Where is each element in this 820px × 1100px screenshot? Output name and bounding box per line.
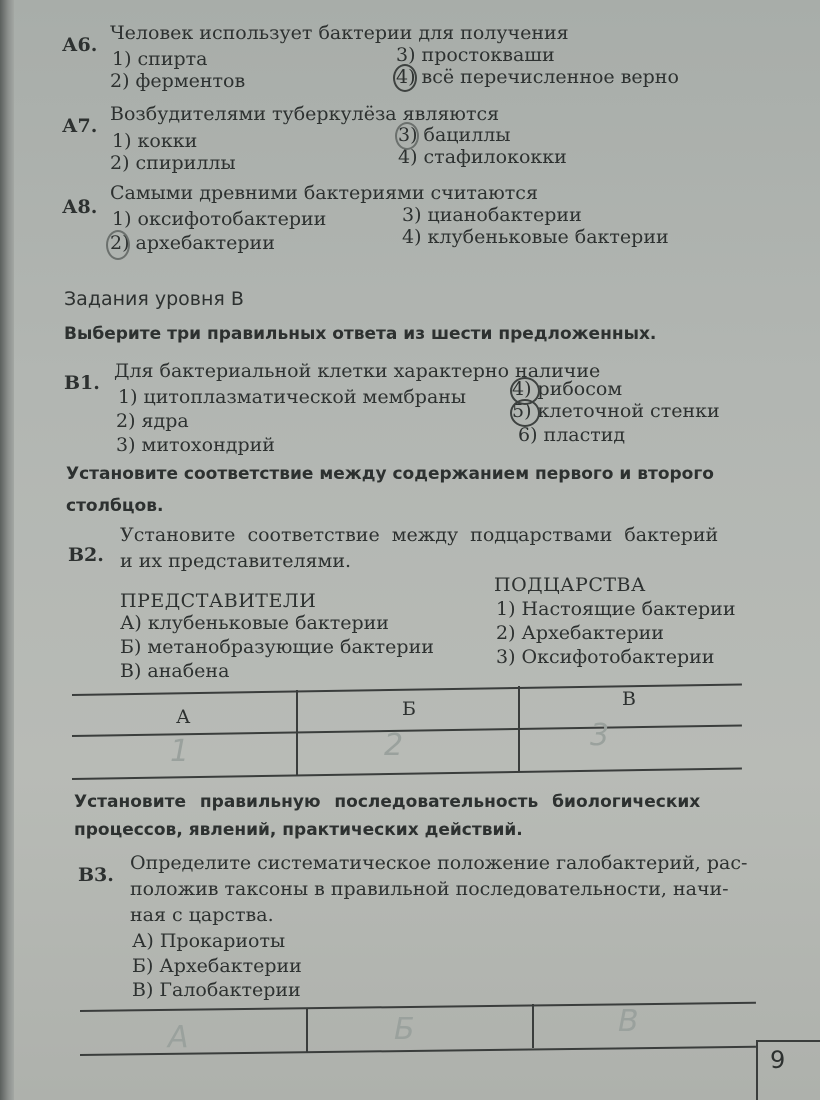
b2-right-column-header: ПОДЦАРСТВА xyxy=(494,574,646,596)
b3-option-c: В) Галобактерии xyxy=(132,979,301,1001)
a8-option-2: 2) архебактерии xyxy=(110,232,275,254)
b2-table-header-b: Б xyxy=(402,698,416,720)
a7-option-4: 4) стафилококки xyxy=(398,146,567,168)
b1-option-3: 3) митохондрий xyxy=(116,434,275,456)
instruction-choose-three: Выберите три правильных ответа из шести предложенных. xyxy=(64,324,657,344)
page-binding xyxy=(0,0,14,1100)
a7-option-3: 3) бациллы xyxy=(398,124,511,146)
page-number: 9 xyxy=(770,1046,786,1074)
a8-answer-circle xyxy=(106,230,130,260)
b2-left-item-c: В) анабена xyxy=(120,660,230,682)
question-b2-number: В2. xyxy=(68,544,104,566)
a8-option-4: 4) клубеньковые бактерии xyxy=(402,226,669,248)
b1-option-1: 1) цитоплазматической мембраны xyxy=(118,386,467,408)
instruction-sequence-line1: Установите правильную последовательность биологических xyxy=(74,792,701,812)
a7-option-1: 1) кокки xyxy=(112,130,198,152)
b1-option-4: 4) рибосом xyxy=(512,378,623,400)
b2-left-item-a: А) клубеньковые бактерии xyxy=(120,612,389,634)
a6-option-1: 1) спирта xyxy=(112,48,208,70)
b3-option-b: Б) Архебактерии xyxy=(132,955,302,977)
question-b1-text: Для бактериальной клетки характерно наличие xyxy=(114,360,601,382)
instruction-match-line2: столбцов. xyxy=(66,496,164,516)
b3-handwritten-answer-1: А xyxy=(168,1020,189,1055)
a6-option-2: 2) ферментов xyxy=(110,70,246,92)
b1-answer-circle-5 xyxy=(510,399,540,427)
question-a7-text: Возбудителями туберкулёза являются xyxy=(110,103,500,125)
question-b3-text-line1: Определите систематическое положение галобактерий, рас- xyxy=(130,852,748,874)
question-a6-number: А6. xyxy=(62,34,98,56)
b2-left-item-b: Б) метанобразующие бактерии xyxy=(120,636,434,658)
question-a7-number: А7. xyxy=(62,115,98,137)
question-a8-text: Самыми древними бактериями считаются xyxy=(110,182,538,204)
a8-option-1: 1) оксифотобактерии xyxy=(112,208,327,230)
b2-handwritten-answer-a: 1 xyxy=(170,734,190,769)
b1-option-5: 5) клеточной стенки xyxy=(512,400,720,422)
b3-handwritten-answer-2: Б xyxy=(394,1012,415,1047)
question-b3-number: В3. xyxy=(78,864,114,886)
question-a6-text: Человек использует бактерии для получения xyxy=(110,22,569,44)
b2-left-column-header: ПРЕДСТАВИТЕЛИ xyxy=(120,590,317,612)
b1-option-2: 2) ядра xyxy=(116,410,189,432)
question-b2-text-line1: Установите соответствие между подцарствами бактерий xyxy=(120,524,719,546)
b2-handwritten-answer-c: 3 xyxy=(590,718,610,753)
question-b2-text-line2: и их представителями. xyxy=(120,550,352,572)
question-b3-text-line2: положив таксоны в правильной последовательности, начи- xyxy=(130,878,729,900)
b3-option-a: А) Прокариоты xyxy=(132,930,286,952)
b2-table-header-a: А xyxy=(176,706,191,728)
b1-option-6: 6) пластид xyxy=(518,424,626,446)
question-a8-number: А8. xyxy=(62,196,98,218)
instruction-match-line1: Установите соответствие между содержанием первого и второго xyxy=(66,464,714,484)
b2-handwritten-answer-b: 2 xyxy=(384,728,404,763)
a6-answer-circle xyxy=(393,64,417,92)
question-b1-number: В1. xyxy=(64,372,100,394)
a6-option-3: 3) простокваши xyxy=(396,44,555,66)
question-b3-text-line3: ная с царства. xyxy=(130,904,274,926)
page-number-box xyxy=(756,1040,820,1100)
instruction-sequence-line2: процессов, явлений, практических действий. xyxy=(74,820,523,840)
a6-option-4: 4) всё перечисленное верно xyxy=(396,66,679,88)
level-b-heading: Задания уровня В xyxy=(64,288,244,310)
a7-option-2: 2) спириллы xyxy=(110,152,236,174)
a8-option-3: 3) цианобактерии xyxy=(402,204,582,226)
a7-answer-circle xyxy=(395,122,419,150)
b2-right-item-3: 3) Оксифотобактерии xyxy=(496,646,715,668)
b3-handwritten-answer-3: В xyxy=(618,1004,639,1039)
b2-right-item-1: 1) Настоящие бактерии xyxy=(496,598,736,620)
b2-table-header-c: В xyxy=(622,688,636,710)
b2-right-item-2: 2) Архебактерии xyxy=(496,622,664,644)
